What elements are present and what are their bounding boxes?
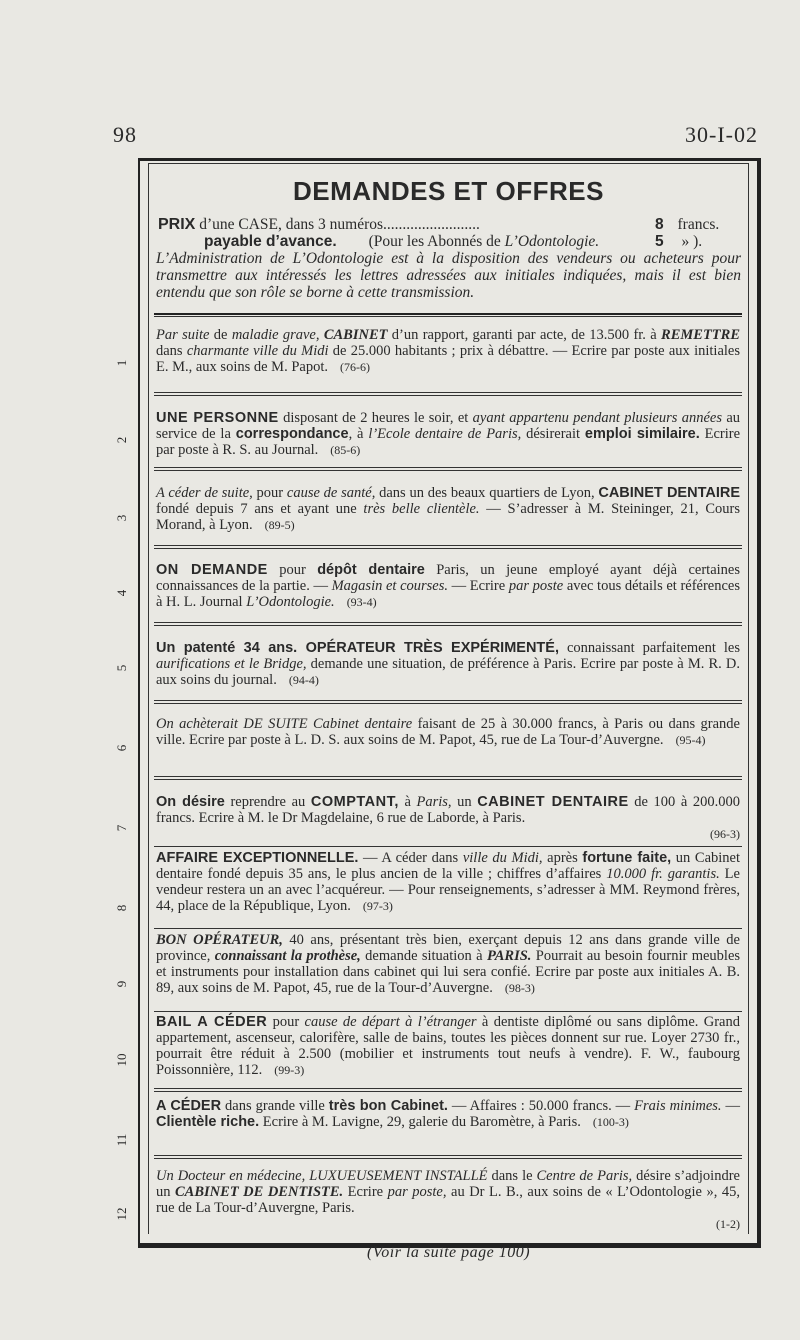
ad-reference: (76-6) [339, 360, 370, 374]
intro-block [156, 216, 741, 301]
ad-text: A CÉDER [156, 1098, 222, 1114]
ad-reference: (97-3) [362, 899, 393, 913]
advertisement [156, 562, 740, 610]
ad-text: un Cabinet dentaire fondé depuis 35 ans, le plus ancien de la ville ; chiffres d’affaires [156, 850, 741, 882]
ad-text: — Ecrire [448, 578, 509, 594]
ad-text: demande une situation, de préférence à Paris. Ecrire par poste à M. R. D. aux soins du journal. [156, 656, 740, 688]
ad-text: REMETTRE [661, 327, 740, 343]
ad-text: CABINET DENTAIRE [477, 794, 629, 810]
ad-reference: (99-3) [274, 1063, 305, 1077]
ad-text: cause de santé, [286, 485, 376, 501]
advertisement [156, 1168, 740, 1232]
ad-text: , à [348, 426, 369, 442]
divider [154, 316, 742, 317]
ad-text: fondé depuis 7 ans et ayant une [156, 501, 364, 517]
ad-text: Un patenté 34 ans. OPÉRATEUR TRÈS EXPÉRIMENTÉ, [156, 640, 559, 656]
margin-number: 9 [114, 980, 129, 988]
ad-text: 10.000 fr. garantis. [606, 866, 720, 882]
price-label: PRIX [158, 216, 196, 233]
ad-reference: (93-4) [346, 595, 377, 609]
advertisement [156, 716, 740, 748]
ad-text: d’un rapport, garanti par acte, de 13.500 fr. à [387, 327, 662, 343]
ad-text: par poste, [387, 1184, 447, 1200]
ad-reference: (98-3) [504, 981, 535, 995]
ad-text: très bon Cabinet. [328, 1098, 448, 1114]
advertisement [156, 932, 740, 996]
margin-number: 7 [114, 824, 129, 832]
margin-number: 4 [114, 589, 129, 597]
ad-text: Par suite [156, 327, 210, 343]
ad-reference: (95-4) [675, 733, 706, 747]
ad-text: de 100 à 200.000 francs. Ecrire à M. le Dr Magdelaine, 6 rue de Laborde, à Paris. [156, 794, 741, 826]
ad-text: Le vendeur restera un an avec l’acquéreur. — Pour renseignements, s’adresser à MM. Reymond frères, 44, place de la République, Lyon. [156, 866, 740, 914]
divider [154, 776, 742, 777]
ad-text: demande situation à [360, 948, 487, 964]
ad-text: Centre de Paris, [536, 1168, 633, 1184]
ad-text: pour [267, 562, 318, 578]
advertisement [156, 1098, 740, 1130]
page-date: 30-I-02 [685, 122, 758, 147]
ad-text: Paris, un jeune employé ayant déjà certaines connaissances de la partie. — [156, 562, 740, 594]
divider [154, 470, 742, 471]
ad-text: CABINET DENTAIRE [598, 485, 740, 501]
ad-reference: (96-3) [710, 827, 740, 841]
ad-text: BON OPÉRATEUR, [156, 932, 283, 948]
divider [154, 1158, 742, 1159]
ad-text: faisant de 25 à 30.000 francs, à Paris ou dans grande ville. Ecrire par poste à L. D. S. aux soins de M. Papot, 45, rue de La Tour-d’Auvergne. [156, 716, 740, 748]
advertisement [156, 410, 740, 458]
divider [154, 700, 742, 701]
margin-number: 5 [114, 664, 129, 672]
divider [154, 395, 742, 396]
ad-text: après [542, 850, 583, 866]
ad-text: avec tous détails et références à H. L. Journal [156, 578, 741, 610]
ad-text: dans grande ville [221, 1098, 329, 1114]
ad-text: CABINET [319, 327, 388, 343]
ad-text: Ecrire à M. Lavigne, 29, galerie du Baromètre, à Paris. [259, 1114, 581, 1130]
ad-text: désirerait [521, 426, 585, 442]
ad-reference: (89-5) [264, 518, 295, 532]
divider [154, 548, 742, 549]
ad-text: correspondance [235, 426, 349, 442]
ad-text: cause de départ à l’étranger [304, 1014, 477, 1030]
ad-text: ayant appartenu pendant plusieurs années [472, 410, 722, 426]
margin-number: 6 [114, 744, 129, 752]
continued-note: (Voir la suite page 100) [366, 1244, 531, 1261]
ad-text: Un Docteur en médecine, LUXUEUSEMENT INSTALLÉ [156, 1168, 488, 1184]
ad-text: Paris, [416, 794, 452, 810]
ad-text: Frais minimes. [634, 1098, 722, 1114]
divider [154, 846, 742, 847]
advertisement [156, 1014, 740, 1078]
divider [154, 1155, 742, 1156]
price-text: d’une CASE, dans 3 numéros......................... [199, 216, 480, 233]
ad-text: de [209, 327, 232, 343]
ad-text: A céder de suite, [156, 485, 253, 501]
margin-number: 10 [114, 1053, 129, 1067]
ad-text: l’Ecole dentaire de Paris, [368, 426, 522, 442]
ad-text: CABINET DE DENTISTE. [175, 1184, 344, 1200]
ad-text: emploi similaire. [584, 426, 700, 442]
margin-number: 8 [114, 904, 129, 912]
ad-reference: (94-4) [288, 673, 319, 687]
ad-text: — Affaires : 50.000 francs. — [447, 1098, 635, 1114]
advertisement [156, 850, 740, 914]
ad-text: pour [252, 485, 287, 501]
margin-number: 3 [114, 514, 129, 522]
ad-text: L’Odontologie. [246, 594, 335, 610]
ad-text: dans le [487, 1168, 537, 1184]
ad-text: dépôt dentaire [317, 562, 425, 578]
ad-text: — A céder dans [358, 850, 463, 866]
ad-text: COMPTANT, [310, 794, 399, 810]
ad-text: 40 ans, présentant très bien, exerçant depuis 12 ans dans grande ville de province, [156, 932, 740, 964]
ad-text: BAIL A CÉDER [156, 1014, 268, 1030]
ad-text: Pourrait au besoin fournir meubles et instruments pour installation dans cabinet qui lui sera confié. Ecrire par poste aux initiales A. B. 89, aux soins de M. Papot, 45, rue de la Tour-d’Auvergne. [156, 948, 741, 996]
ad-text: Ecrire par poste à R. S. au Journal. [156, 426, 741, 458]
divider [154, 625, 742, 626]
divider [154, 545, 742, 546]
ad-reference: (100-3) [592, 1115, 629, 1129]
ad-text: très belle clientèle. [363, 501, 480, 517]
divider [154, 392, 742, 393]
ad-text: On désire [156, 794, 225, 810]
margin-number: 2 [114, 436, 129, 444]
margin-number: 12 [114, 1207, 129, 1221]
ad-text: un [451, 794, 478, 810]
divider [154, 313, 742, 315]
divider [154, 1088, 742, 1089]
payable-line [156, 233, 741, 250]
price-value: 8 [655, 216, 664, 233]
ad-text: dans un des beaux quartiers de Lyon, [375, 485, 599, 501]
advertisement [156, 327, 740, 375]
ad-text: au service de la [156, 410, 741, 442]
advertisement [156, 640, 740, 688]
intro-note: L’Administration de L’Odontologie est à la disposition des vendeurs ou acheteurs pour transmettre aux intéressés les lettres adressées aux initiales indiquées, mais il est bien entendu que son rôle se borne à cette transmission. [156, 250, 741, 301]
price-unit: francs. [677, 216, 720, 233]
ad-text: ON DEMANDE [156, 562, 268, 578]
ad-text: — S’adresser à M. Steininger, 21, Cours Morand, à Lyon. [156, 501, 740, 533]
ad-text: à dentiste diplômé ou sans diplôme. Grand appartement, ascenseur, calorifère, salle de bains, toutes les pièces donnent sur rue. Loyer 2730 fr., pourrait être réduit à 2.500 (mobilier et instruments tout neufs à vendre). F. W., faubourg Poissonnière, 112. [156, 1014, 740, 1078]
ad-text: fortune faite, [582, 850, 672, 866]
divider [154, 467, 742, 468]
ad-text: UNE PERSONNE [156, 410, 279, 426]
subscribers-value: 5 [655, 233, 664, 250]
ad-text: à [398, 794, 417, 810]
ad-text: ville du Midi, [462, 850, 543, 866]
margin-number: 11 [114, 1133, 129, 1147]
ad-text: maladie grave, [231, 327, 320, 343]
subscribers-end: » ). [681, 233, 703, 250]
ad-reference: (1-2) [716, 1217, 740, 1231]
ad-text: PARIS. [486, 948, 532, 964]
ad-text: connaissant la prothèse, [214, 948, 361, 964]
ad-text: Ecrire [343, 1184, 388, 1200]
ad-text: connaissant parfaitement les [559, 640, 740, 656]
ad-reference: (85-6) [330, 443, 361, 457]
divider [154, 779, 742, 780]
ad-text: au Dr L. B., aux soins de « L’Odontologie », 45, rue de La Tour-d’Auvergne, Paris. [156, 1184, 741, 1216]
ad-text: AFFAIRE EXCEPTIONNELLE. [156, 850, 359, 866]
margin-number: 1 [114, 359, 129, 367]
advertisement [156, 485, 740, 533]
ad-text: disposant de 2 heures le soir, et [278, 410, 473, 426]
ad-text: par poste [508, 578, 564, 594]
ad-text: — [721, 1098, 741, 1114]
divider [154, 1011, 742, 1012]
divider [154, 928, 742, 929]
ad-text: Clientèle riche. [156, 1114, 260, 1130]
page-number: 98 [113, 122, 137, 147]
advertisement [156, 794, 740, 842]
divider [154, 703, 742, 704]
divider [154, 622, 742, 623]
section-title: DEMANDES ET OFFRES [293, 176, 604, 206]
ad-text: dans [156, 343, 187, 359]
price-line [156, 216, 741, 233]
ad-text: aurifications et le Bridge, [156, 656, 307, 672]
ad-text: désire s’adjoindre un [156, 1168, 740, 1200]
ad-text: On achèterait DE SUITE Cabinet dentaire [156, 716, 413, 732]
ad-text: de 25.000 habitants ; prix à débattre. — Ecrire par poste aux initiales E. M., aux soins de M. Papot. [156, 343, 740, 375]
subscribers-journal: L’Odontologie. [504, 233, 600, 250]
ad-text: reprendre au [224, 794, 311, 810]
subscribers-text: (Pour les Abonnés de [368, 233, 501, 250]
divider [154, 1091, 742, 1092]
ad-text: Magasin et courses. [331, 578, 449, 594]
ad-text: pour [267, 1014, 305, 1030]
ad-text: charmante ville du Midi [186, 343, 329, 359]
payable-text: payable d’avance. [204, 233, 337, 250]
